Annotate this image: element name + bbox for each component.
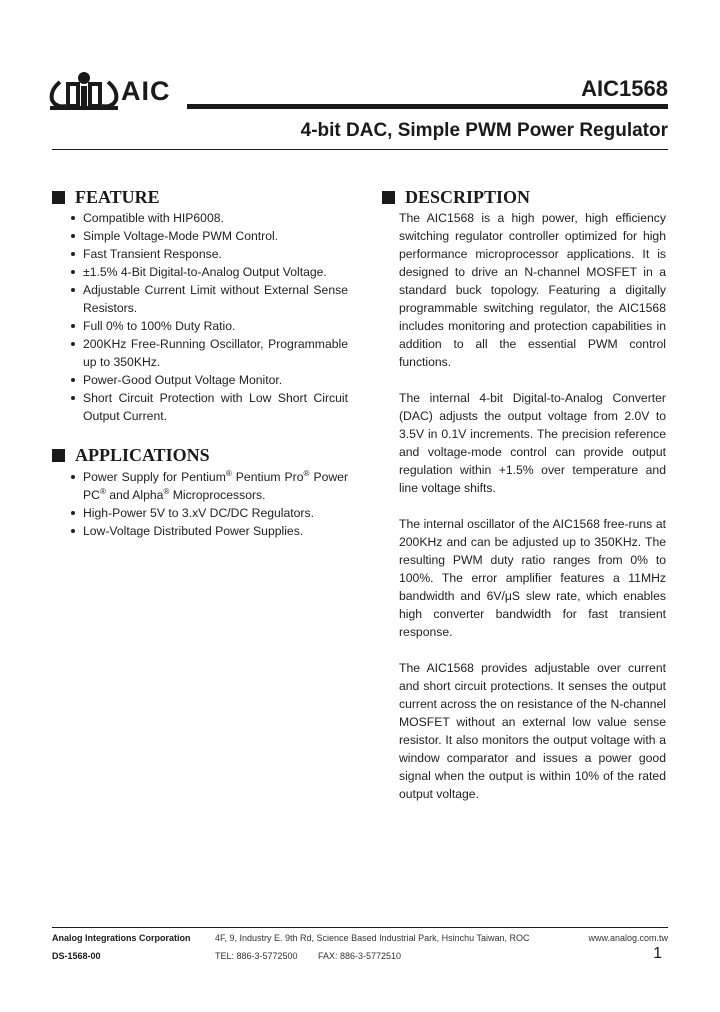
list-item: Power Supply for Pentium® Pentium Pro® Power PC® and Alpha® Microprocessors. — [69, 468, 348, 504]
applications-heading — [52, 445, 210, 466]
company-logo — [48, 68, 188, 112]
footer-address: 4F, 9, Industry E. 9th Rd, Science Based Industrial Park, Hsinchu Taiwan, ROC — [215, 933, 530, 943]
description-body — [399, 209, 666, 821]
description-paragraph: The AIC1568 is a high power, high efficiency switching regulator controller optimized for high performance microprocessor applications. It is designed to drive an N-channel MOSFET in a standard buck topology. Featuring a digitally programmable switching regulator, the AIC1568 includes monitoring and protection capabilities in addition to all the essential PWM control functions. — [399, 211, 666, 369]
page-title: 4-bit DAC, Simple PWM Power Regulator — [300, 120, 668, 141]
list-item: Compatible with HIP6008. — [69, 209, 348, 227]
header-rule — [187, 104, 668, 109]
part-number: AIC1568 — [581, 76, 668, 101]
description-heading-text: DESCRIPTION — [405, 187, 531, 207]
page-number: 1 — [653, 945, 662, 962]
description-paragraph: The AIC1568 provides adjustable over current and short circuit protections. It senses the output current across the on resistance of the N-channel MOSFET without an external low value sense resistor. It also monitors the output voltage with a window comparator and issues a power good signal when the output is within 10% of the rated output voltage. — [399, 661, 666, 801]
list-item: Adjustable Current Limit without External Sense Resistors. — [69, 281, 348, 317]
applications-list — [69, 468, 348, 540]
list-item: Short Circuit Protection with Low Short Circuit Output Current. — [69, 389, 348, 425]
list-item: ±1.5% 4-Bit Digital-to-Analog Output Voltage. — [69, 263, 348, 281]
list-item: Fast Transient Response. — [69, 245, 348, 263]
square-bullet-icon — [52, 449, 65, 462]
applications-heading-text: APPLICATIONS — [75, 445, 210, 465]
title-rule — [52, 149, 668, 150]
aic-logo-icon — [48, 68, 120, 112]
footer-fax: FAX: 886-3-5772510 — [318, 951, 402, 961]
description-paragraph: The internal oscillator of the AIC1568 free-runs at 200KHz and can be adjusted up to 350KHz. The resulting PWM duty ratio ranges from 0% to 100%. The error amplifier features a 11MHz bandwidth and 6V/μS slew rate, which enables high converter bandwidth for fast transient response. — [399, 517, 666, 639]
feature-heading-text: FEATURE — [75, 187, 160, 207]
description-heading — [382, 187, 530, 208]
list-item: High-Power 5V to 3.xV DC/DC Regulators. — [69, 504, 348, 522]
logo-text: AIC — [121, 76, 171, 106]
footer-rule — [52, 927, 668, 928]
square-bullet-icon — [382, 191, 395, 204]
list-item: Full 0% to 100% Duty Ratio. — [69, 317, 348, 335]
square-bullet-icon — [52, 191, 65, 204]
list-item: 200KHz Free-Running Oscillator, Programmable up to 350KHz. — [69, 335, 348, 371]
footer-website[interactable]: www.analog.com.tw — [588, 933, 668, 943]
list-item: Simple Voltage-Mode PWM Control. — [69, 227, 348, 245]
description-paragraph: The internal 4-bit Digital-to-Analog Converter (DAC) adjusts the output voltage from 2.0V to 3.5V in 0.1V increments. The precision reference and voltage-mode control can provide output regulation within +1.5% over temperature and line voltage shifts. — [399, 391, 666, 495]
feature-heading — [52, 187, 160, 208]
footer-company: Analog Integrations Corporation — [52, 933, 191, 943]
feature-list — [69, 209, 348, 425]
footer-tel: TEL: 886-3-5772500 — [215, 951, 298, 961]
footer-doc-id: DS-1568-00 — [52, 951, 101, 961]
list-item: Power-Good Output Voltage Monitor. — [69, 371, 348, 389]
list-item: Low-Voltage Distributed Power Supplies. — [69, 522, 348, 540]
